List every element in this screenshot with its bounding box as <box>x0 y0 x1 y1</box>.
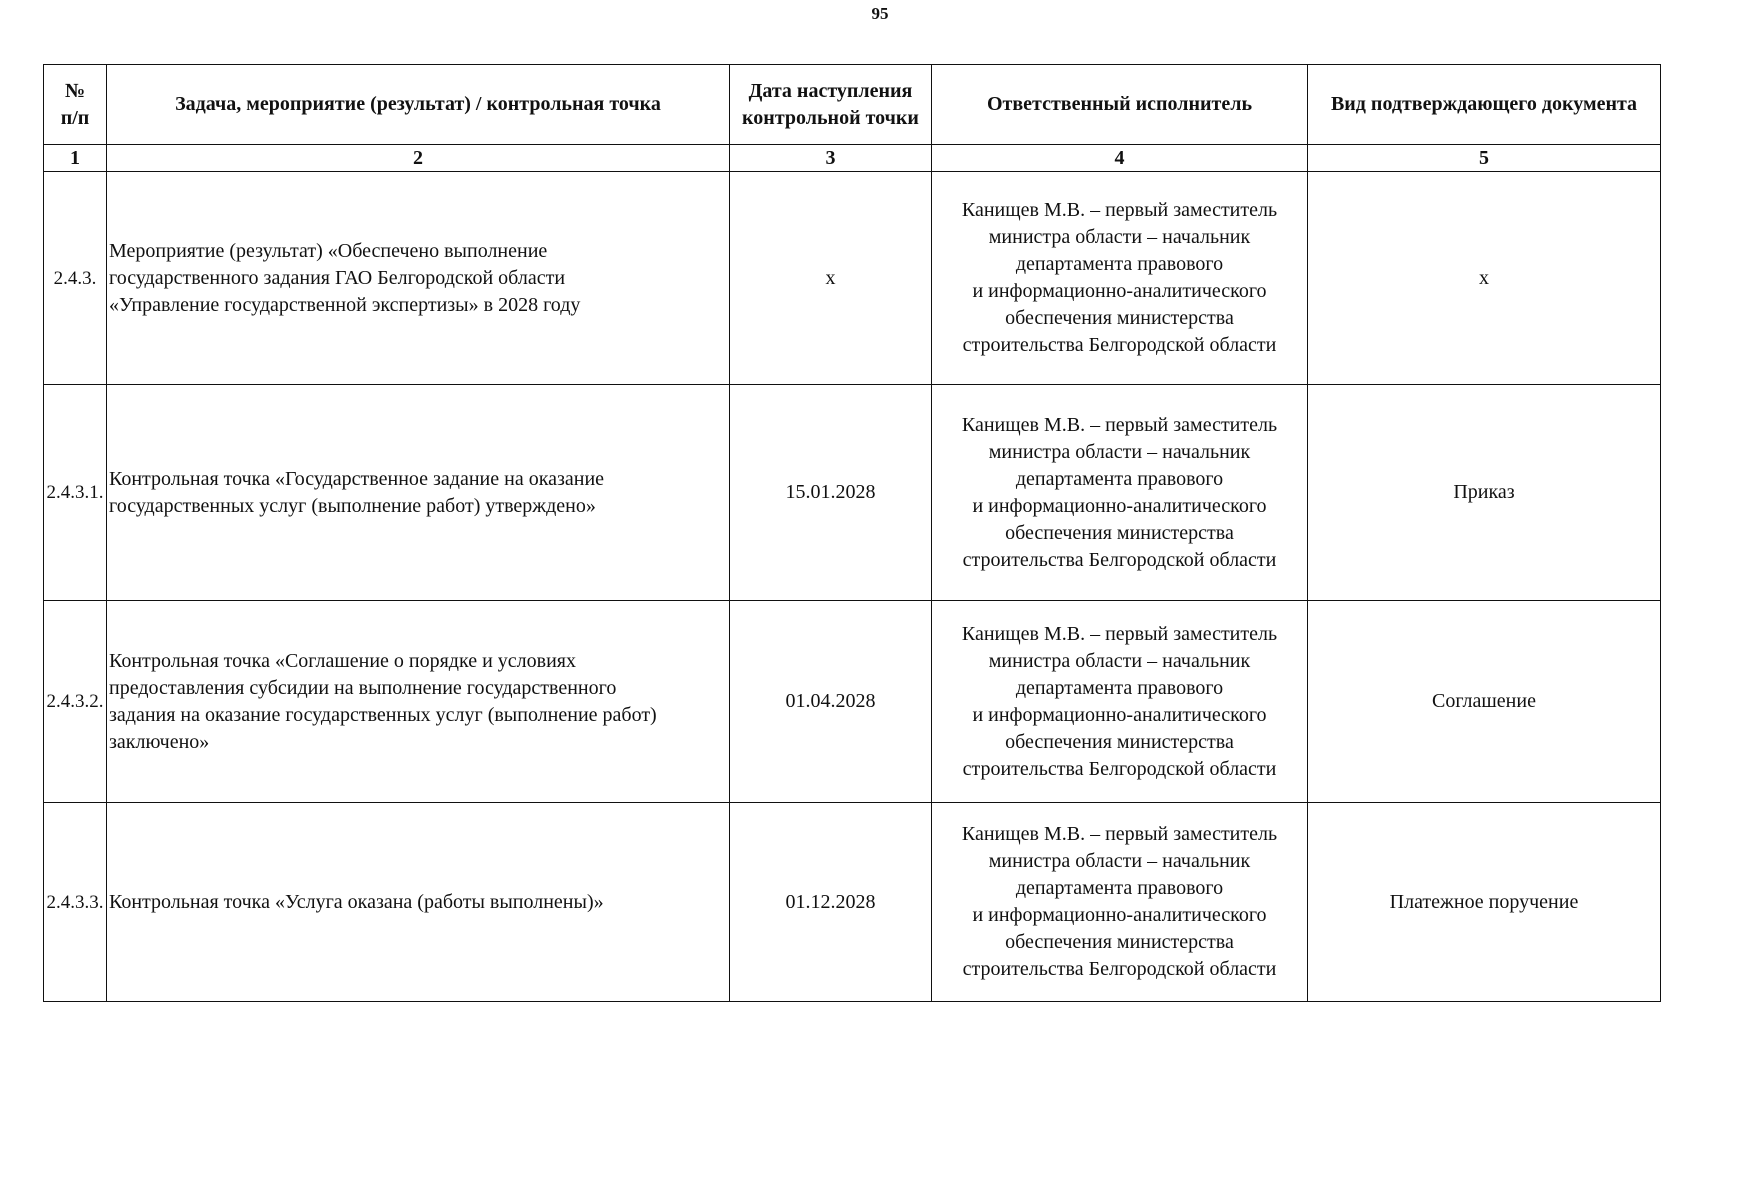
row-document: Приказ <box>1308 385 1661 601</box>
row-date: 01.04.2028 <box>730 601 932 803</box>
row-date: 01.12.2028 <box>730 803 932 1002</box>
table-row <box>44 803 1661 1002</box>
row-date: x <box>730 172 932 385</box>
row-number: 2.4.3.3. <box>44 803 107 1002</box>
row-task: Мероприятие (результат) «Обеспечено выполнение государственного задания ГАО Белгородской области «Управление государственной экспертизы» в 2028 году <box>107 172 730 385</box>
table-row <box>44 601 1661 803</box>
row-number: 2.4.3.1. <box>44 385 107 601</box>
column-number: 5 <box>1308 145 1661 172</box>
row-document: Платежное поручение <box>1308 803 1661 1002</box>
header-task: Задача, мероприятие (результат) / контрольная точка <box>107 65 730 145</box>
column-numbers-row <box>44 145 1661 172</box>
row-date: 15.01.2028 <box>730 385 932 601</box>
page-number: 95 <box>871 4 889 23</box>
row-document: x <box>1308 172 1661 385</box>
column-number: 2 <box>107 145 730 172</box>
row-executor: Канищев М.В. – первый заместитель министра области – начальник департамента правового и информационно-аналитического обеспечения министерства строительства Белгородской области <box>932 803 1308 1002</box>
control-points-table <box>43 64 1661 1002</box>
header-num: № п/п <box>44 65 107 145</box>
row-task: Контрольная точка «Услуга оказана (работы выполнены)» <box>107 803 730 1002</box>
header-doc: Вид подтверждающего документа <box>1308 65 1661 145</box>
row-number: 2.4.3. <box>44 172 107 385</box>
column-number: 1 <box>44 145 107 172</box>
column-number: 4 <box>932 145 1308 172</box>
row-document: Соглашение <box>1308 601 1661 803</box>
row-executor: Канищев М.В. – первый заместитель министра области – начальник департамента правового и информационно-аналитического обеспечения министерства строительства Белгородской области <box>932 385 1308 601</box>
table-header-row <box>44 65 1661 145</box>
header-executor: Ответственный исполнитель <box>932 65 1308 145</box>
row-number: 2.4.3.2. <box>44 601 107 803</box>
column-number: 3 <box>730 145 932 172</box>
row-task: Контрольная точка «Соглашение о порядке и условиях предоставления субсидии на выполнение государственного задания на оказание государственных услуг (выполнение работ) заключено» <box>107 601 730 803</box>
table-row <box>44 385 1661 601</box>
row-task: Контрольная точка «Государственное задание на оказание государственных услуг (выполнение работ) утверждено» <box>107 385 730 601</box>
row-executor: Канищев М.В. – первый заместитель министра области – начальник департамента правового и информационно-аналитического обеспечения министерства строительства Белгородской области <box>932 172 1308 385</box>
header-date: Дата наступления контрольной точки <box>730 65 932 145</box>
row-executor: Канищев М.В. – первый заместитель министра области – начальник департамента правового и информационно-аналитического обеспечения министерства строительства Белгородской области <box>932 601 1308 803</box>
table-row <box>44 172 1661 385</box>
